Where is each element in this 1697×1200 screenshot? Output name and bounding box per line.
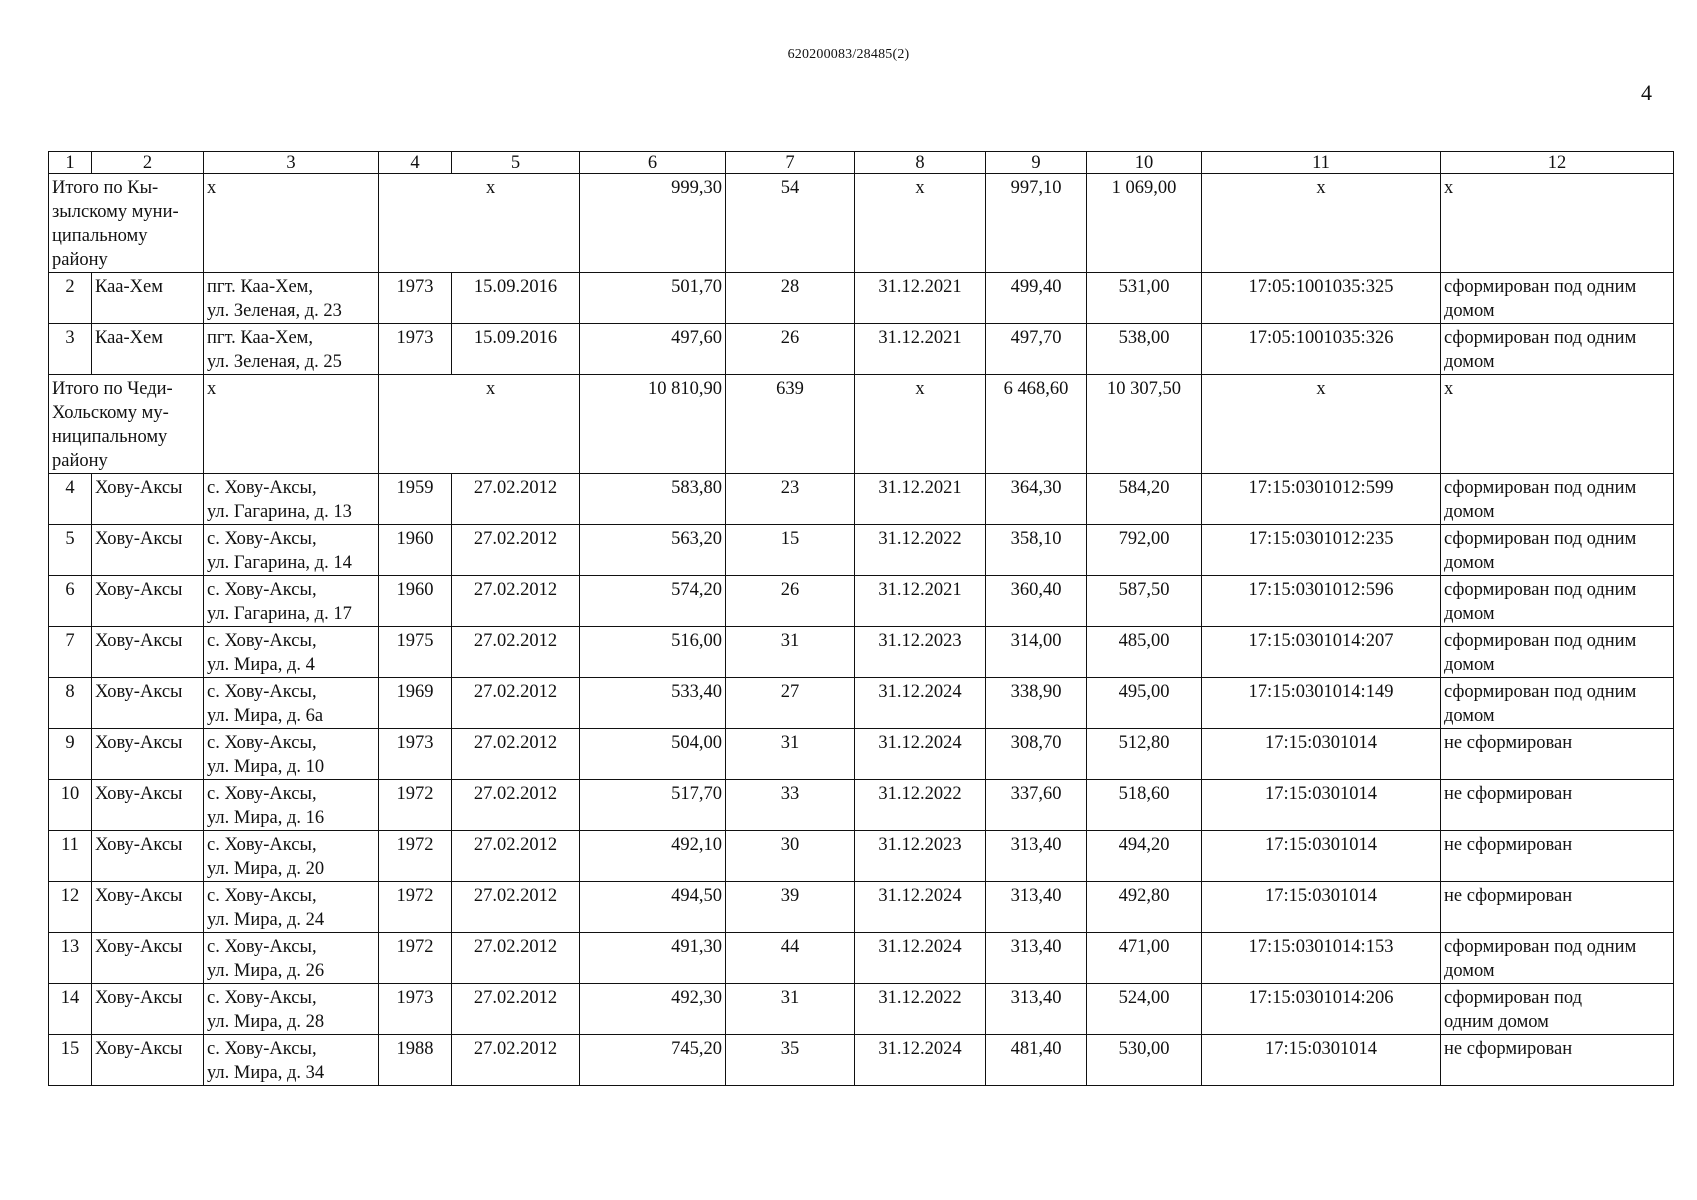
land-status: [1441, 984, 1674, 1035]
residents-count: 44: [726, 933, 855, 984]
address-line-1: с. Хову-Аксы,: [207, 1039, 317, 1059]
building-area: 504,00: [580, 729, 726, 780]
address-line-2: ул. Мира, д. 26: [207, 961, 325, 981]
resettlement-deadline: 31.12.2021: [855, 324, 986, 375]
building-area: 516,00: [580, 627, 726, 678]
building-area: 491,30: [580, 933, 726, 984]
address-line-1: с. Хову-Аксы,: [207, 580, 317, 600]
residents-count: 15: [726, 525, 855, 576]
row-number: 2: [49, 273, 92, 324]
table-row: [49, 474, 1674, 525]
recognition-date: 27.02.2012: [452, 678, 580, 729]
address-line-2: ул. Гагарина, д. 13: [207, 502, 352, 522]
build-year: 1972: [379, 933, 452, 984]
recognition-date: 27.02.2012: [452, 576, 580, 627]
building-area: 533,40: [580, 678, 726, 729]
cadastral-number: 17:15:0301012:599: [1202, 474, 1441, 525]
recognition-date: 15.09.2016: [452, 324, 580, 375]
residents-count: 23: [726, 474, 855, 525]
land-status: [1441, 627, 1674, 678]
land-status: [1441, 933, 1674, 984]
address-line-2: ул. Зеленая, д. 25: [207, 352, 342, 372]
land-status-line-1: не сформирован: [1444, 784, 1573, 804]
land-status: [1441, 474, 1674, 525]
land-area: 584,20: [1087, 474, 1202, 525]
table-row: [49, 525, 1674, 576]
address: [204, 273, 379, 324]
living-area: 308,70: [986, 729, 1087, 780]
address: [204, 780, 379, 831]
land-status-line-2: домом: [1444, 352, 1495, 372]
district-total-label-line: зылскому муни-: [52, 202, 179, 222]
total-area: 10 810,90: [580, 375, 726, 474]
address: [204, 324, 379, 375]
build-year: 1972: [379, 780, 452, 831]
address-line-1: пгт. Каа-Хем,: [207, 328, 314, 348]
residents-count: 26: [726, 576, 855, 627]
district-total-label: [49, 375, 204, 474]
table-row: [49, 729, 1674, 780]
resettlement-deadline: 31.12.2024: [855, 882, 986, 933]
district-total-label-line: району: [52, 451, 108, 471]
land-status-line-1: сформирован под: [1444, 988, 1583, 1008]
address-line-1: с. Хову-Аксы,: [207, 478, 317, 498]
land-status-line-1: не сформирован: [1444, 733, 1573, 753]
residents-count: 30: [726, 831, 855, 882]
header-cell: 8: [855, 152, 986, 174]
land-status-line-2: домом: [1444, 961, 1495, 981]
land-status: [1441, 1035, 1674, 1086]
address-line-1: пгт. Каа-Хем,: [207, 277, 314, 297]
header-cell: 3: [204, 152, 379, 174]
district-total-label-line: ципальному: [52, 226, 148, 246]
table-row: [49, 678, 1674, 729]
address-line-1: с. Хову-Аксы,: [207, 631, 317, 651]
address-line-2: ул. Мира, д. 20: [207, 859, 325, 879]
address-line-1: с. Хову-Аксы,: [207, 937, 317, 957]
building-area: 494,50: [580, 882, 726, 933]
address-line-2: ул. Мира, д. 6а: [207, 706, 324, 726]
build-year: 1972: [379, 882, 452, 933]
table-row: [49, 576, 1674, 627]
row-number: 4: [49, 474, 92, 525]
land-status-line-1: сформирован под одним: [1444, 937, 1637, 957]
settlement: Хову-Аксы: [92, 576, 204, 627]
cadastral-number: 17:05:1001035:325: [1202, 273, 1441, 324]
land-area: 524,00: [1087, 984, 1202, 1035]
cadastral-number: 17:15:0301012:235: [1202, 525, 1441, 576]
total-land-area: 10 307,50: [1087, 375, 1202, 474]
total-residents: 54: [726, 174, 855, 273]
total-col-4-5: [379, 375, 580, 474]
total-col-5: x: [486, 178, 496, 198]
address-line-1: с. Хову-Аксы,: [207, 988, 317, 1008]
land-status-line-2: домом: [1444, 301, 1495, 321]
header-cell: 7: [726, 152, 855, 174]
address: [204, 729, 379, 780]
cadastral-number: 17:15:0301014:207: [1202, 627, 1441, 678]
land-status-line-2: домом: [1444, 604, 1495, 624]
build-year: 1960: [379, 525, 452, 576]
total-land-area: 1 069,00: [1087, 174, 1202, 273]
land-area: 495,00: [1087, 678, 1202, 729]
header-cell: 2: [92, 152, 204, 174]
address: [204, 984, 379, 1035]
land-status: [1441, 576, 1674, 627]
land-area: 538,00: [1087, 324, 1202, 375]
row-number: 14: [49, 984, 92, 1035]
building-area: 517,70: [580, 780, 726, 831]
address-line-2: ул. Мира, д. 28: [207, 1012, 325, 1032]
cadastral-number: 17:05:1001035:326: [1202, 324, 1441, 375]
living-area: 313,40: [986, 831, 1087, 882]
settlement: Каа-Хем: [92, 273, 204, 324]
header-cell: 4: [379, 152, 452, 174]
living-area: 338,90: [986, 678, 1087, 729]
building-area: 492,30: [580, 984, 726, 1035]
build-year: 1959: [379, 474, 452, 525]
build-year: 1973: [379, 324, 452, 375]
build-year: 1972: [379, 831, 452, 882]
row-number: 15: [49, 1035, 92, 1086]
cadastral-number: 17:15:0301014:149: [1202, 678, 1441, 729]
resettlement-deadline: 31.12.2022: [855, 984, 986, 1035]
living-area: 314,00: [986, 627, 1087, 678]
header-cell: 9: [986, 152, 1087, 174]
resettlement-deadline: 31.12.2021: [855, 273, 986, 324]
row-number: 8: [49, 678, 92, 729]
recognition-date: 27.02.2012: [452, 780, 580, 831]
land-status-line-2: одним домом: [1444, 1012, 1549, 1032]
residents-count: 27: [726, 678, 855, 729]
document-code: 620200083/28485(2): [787, 47, 910, 62]
land-status: [1441, 678, 1674, 729]
header-cell: 6: [580, 152, 726, 174]
address: [204, 627, 379, 678]
land-status-line-1: не сформирован: [1444, 1039, 1573, 1059]
build-year: 1973: [379, 729, 452, 780]
address-line-2: ул. Мира, д. 24: [207, 910, 325, 930]
residents-count: 35: [726, 1035, 855, 1086]
address-line-2: ул. Мира, д. 4: [207, 655, 315, 675]
total-col-12: x: [1441, 375, 1674, 474]
table-row: [49, 933, 1674, 984]
land-status-line-2: домом: [1444, 502, 1495, 522]
land-area: 587,50: [1087, 576, 1202, 627]
table-row: [49, 984, 1674, 1035]
build-year: 1960: [379, 576, 452, 627]
land-status: [1441, 324, 1674, 375]
header-cell: 1: [49, 152, 92, 174]
total-col-5: x: [486, 379, 496, 399]
row-number: 5: [49, 525, 92, 576]
district-total-row: [49, 174, 1674, 273]
total-residents: 639: [726, 375, 855, 474]
district-total-row: [49, 375, 1674, 474]
address: [204, 882, 379, 933]
land-area: 492,80: [1087, 882, 1202, 933]
cadastral-number: 17:15:0301014: [1202, 882, 1441, 933]
address: [204, 576, 379, 627]
residents-count: 39: [726, 882, 855, 933]
settlement: Хову-Аксы: [92, 729, 204, 780]
table-row: [49, 324, 1674, 375]
total-col-12: x: [1441, 174, 1674, 273]
address: [204, 678, 379, 729]
recognition-date: 27.02.2012: [452, 882, 580, 933]
row-number: 9: [49, 729, 92, 780]
land-status-line-1: сформирован под одним: [1444, 277, 1637, 297]
living-area: 313,40: [986, 984, 1087, 1035]
land-status-line-1: сформирован под одним: [1444, 580, 1637, 600]
residents-count: 26: [726, 324, 855, 375]
cadastral-number: 17:15:0301014:206: [1202, 984, 1441, 1035]
land-area: 531,00: [1087, 273, 1202, 324]
address: [204, 933, 379, 984]
recognition-date: 27.02.2012: [452, 831, 580, 882]
living-area: 360,40: [986, 576, 1087, 627]
recognition-date: 27.02.2012: [452, 984, 580, 1035]
total-living-area: 997,10: [986, 174, 1087, 273]
living-area: 481,40: [986, 1035, 1087, 1086]
residents-count: 33: [726, 780, 855, 831]
land-status: [1441, 882, 1674, 933]
table-row: [49, 273, 1674, 324]
build-year: 1988: [379, 1035, 452, 1086]
settlement: Хову-Аксы: [92, 525, 204, 576]
living-area: 313,40: [986, 933, 1087, 984]
total-col-4-5: [379, 174, 580, 273]
address-line-1: с. Хову-Аксы,: [207, 835, 317, 855]
land-status-line-1: сформирован под одним: [1444, 478, 1637, 498]
living-area: 358,10: [986, 525, 1087, 576]
build-year: 1975: [379, 627, 452, 678]
total-col-3: x: [204, 375, 379, 474]
address-line-2: ул. Мира, д. 10: [207, 757, 325, 777]
land-area: 792,00: [1087, 525, 1202, 576]
total-col-3: x: [204, 174, 379, 273]
land-status-line-2: домом: [1444, 553, 1495, 573]
land-status: [1441, 525, 1674, 576]
district-total-label: [49, 174, 204, 273]
housing-register-table: [48, 151, 1674, 1086]
cadastral-number: 17:15:0301014: [1202, 1035, 1441, 1086]
total-col-11: x: [1202, 375, 1441, 474]
address: [204, 525, 379, 576]
land-status-line-2: домом: [1444, 655, 1495, 675]
settlement: Хову-Аксы: [92, 780, 204, 831]
building-area: 563,20: [580, 525, 726, 576]
resettlement-deadline: 31.12.2022: [855, 780, 986, 831]
recognition-date: 27.02.2012: [452, 933, 580, 984]
row-number: 7: [49, 627, 92, 678]
land-status-line-1: не сформирован: [1444, 886, 1573, 906]
land-area: 485,00: [1087, 627, 1202, 678]
building-area: 574,20: [580, 576, 726, 627]
header-cell: 11: [1202, 152, 1441, 174]
recognition-date: 27.02.2012: [452, 627, 580, 678]
address-line-2: ул. Мира, д. 16: [207, 808, 325, 828]
address: [204, 831, 379, 882]
district-total-label-line: Итого по Кы-: [52, 178, 159, 198]
living-area: 313,40: [986, 882, 1087, 933]
residents-count: 31: [726, 729, 855, 780]
living-area: 497,70: [986, 324, 1087, 375]
settlement: Хову-Аксы: [92, 1035, 204, 1086]
total-col-8: x: [855, 375, 986, 474]
address-line-2: ул. Зеленая, д. 23: [207, 301, 342, 321]
cadastral-number: 17:15:0301014:153: [1202, 933, 1441, 984]
build-year: 1973: [379, 273, 452, 324]
land-status-line-1: сформирован под одним: [1444, 631, 1637, 651]
total-col-8: x: [855, 174, 986, 273]
residents-count: 28: [726, 273, 855, 324]
land-status: [1441, 831, 1674, 882]
row-number: 12: [49, 882, 92, 933]
column-number-header: [49, 152, 1674, 174]
land-area: 512,80: [1087, 729, 1202, 780]
header-cell: 10: [1087, 152, 1202, 174]
land-status-line-1: сформирован под одним: [1444, 682, 1637, 702]
total-col-11: x: [1202, 174, 1441, 273]
resettlement-deadline: 31.12.2023: [855, 627, 986, 678]
row-number: 6: [49, 576, 92, 627]
settlement: Хову-Аксы: [92, 474, 204, 525]
resettlement-deadline: 31.12.2021: [855, 474, 986, 525]
settlement: Каа-Хем: [92, 324, 204, 375]
address-line-1: с. Хову-Аксы,: [207, 682, 317, 702]
land-status: [1441, 273, 1674, 324]
row-number: 3: [49, 324, 92, 375]
resettlement-deadline: 31.12.2024: [855, 678, 986, 729]
table-row: [49, 831, 1674, 882]
row-number: 11: [49, 831, 92, 882]
living-area: 364,30: [986, 474, 1087, 525]
district-total-label-line: Итого по Чеди-: [52, 379, 173, 399]
land-status-line-1: сформирован под одним: [1444, 529, 1637, 549]
resettlement-deadline: 31.12.2022: [855, 525, 986, 576]
address-line-2: ул. Гагарина, д. 17: [207, 604, 352, 624]
table-row: [49, 1035, 1674, 1086]
living-area: 337,60: [986, 780, 1087, 831]
cadastral-number: 17:15:0301014: [1202, 729, 1441, 780]
land-area: 518,60: [1087, 780, 1202, 831]
header-cell: 5: [452, 152, 580, 174]
cadastral-number: 17:15:0301014: [1202, 831, 1441, 882]
settlement: Хову-Аксы: [92, 678, 204, 729]
build-year: 1969: [379, 678, 452, 729]
recognition-date: 27.02.2012: [452, 525, 580, 576]
address-line-2: ул. Гагарина, д. 14: [207, 553, 352, 573]
row-number: 13: [49, 933, 92, 984]
address-line-2: ул. Мира, д. 34: [207, 1063, 325, 1083]
address: [204, 474, 379, 525]
address: [204, 1035, 379, 1086]
land-area: 494,20: [1087, 831, 1202, 882]
land-status: [1441, 780, 1674, 831]
resettlement-deadline: 31.12.2024: [855, 1035, 986, 1086]
residents-count: 31: [726, 984, 855, 1035]
recognition-date: 27.02.2012: [452, 1035, 580, 1086]
row-number: 10: [49, 780, 92, 831]
land-area: 471,00: [1087, 933, 1202, 984]
district-total-label-line: ниципальному: [52, 427, 168, 447]
resettlement-deadline: 31.12.2023: [855, 831, 986, 882]
recognition-date: 27.02.2012: [452, 729, 580, 780]
cadastral-number: 17:15:0301014: [1202, 780, 1441, 831]
address-line-1: с. Хову-Аксы,: [207, 733, 317, 753]
settlement: Хову-Аксы: [92, 933, 204, 984]
building-area: 745,20: [580, 1035, 726, 1086]
table-row: [49, 882, 1674, 933]
settlement: Хову-Аксы: [92, 984, 204, 1035]
settlement: Хову-Аксы: [92, 627, 204, 678]
land-status-line-1: сформирован под одним: [1444, 328, 1637, 348]
table-row: [49, 780, 1674, 831]
building-area: 492,10: [580, 831, 726, 882]
building-area: 497,60: [580, 324, 726, 375]
settlement: Хову-Аксы: [92, 882, 204, 933]
resettlement-deadline: 31.12.2021: [855, 576, 986, 627]
resettlement-deadline: 31.12.2024: [855, 729, 986, 780]
land-status-line-1: не сформирован: [1444, 835, 1573, 855]
building-area: 583,80: [580, 474, 726, 525]
resettlement-deadline: 31.12.2024: [855, 933, 986, 984]
land-area: 530,00: [1087, 1035, 1202, 1086]
address-line-1: с. Хову-Аксы,: [207, 784, 317, 804]
address-line-1: с. Хову-Аксы,: [207, 886, 317, 906]
recognition-date: 27.02.2012: [452, 474, 580, 525]
living-area: 499,40: [986, 273, 1087, 324]
district-total-label-line: Хольскому му-: [52, 403, 169, 423]
residents-count: 31: [726, 627, 855, 678]
building-area: 501,70: [580, 273, 726, 324]
address-line-1: с. Хову-Аксы,: [207, 529, 317, 549]
cadastral-number: 17:15:0301012:596: [1202, 576, 1441, 627]
header-cell: 12: [1441, 152, 1674, 174]
settlement: Хову-Аксы: [92, 831, 204, 882]
recognition-date: 15.09.2016: [452, 273, 580, 324]
total-area: 999,30: [580, 174, 726, 273]
page-number: 4: [1641, 80, 1652, 105]
district-total-label-line: району: [52, 250, 108, 270]
table-row: [49, 627, 1674, 678]
land-status: [1441, 729, 1674, 780]
build-year: 1973: [379, 984, 452, 1035]
land-status-line-2: домом: [1444, 706, 1495, 726]
total-living-area: 6 468,60: [986, 375, 1087, 474]
